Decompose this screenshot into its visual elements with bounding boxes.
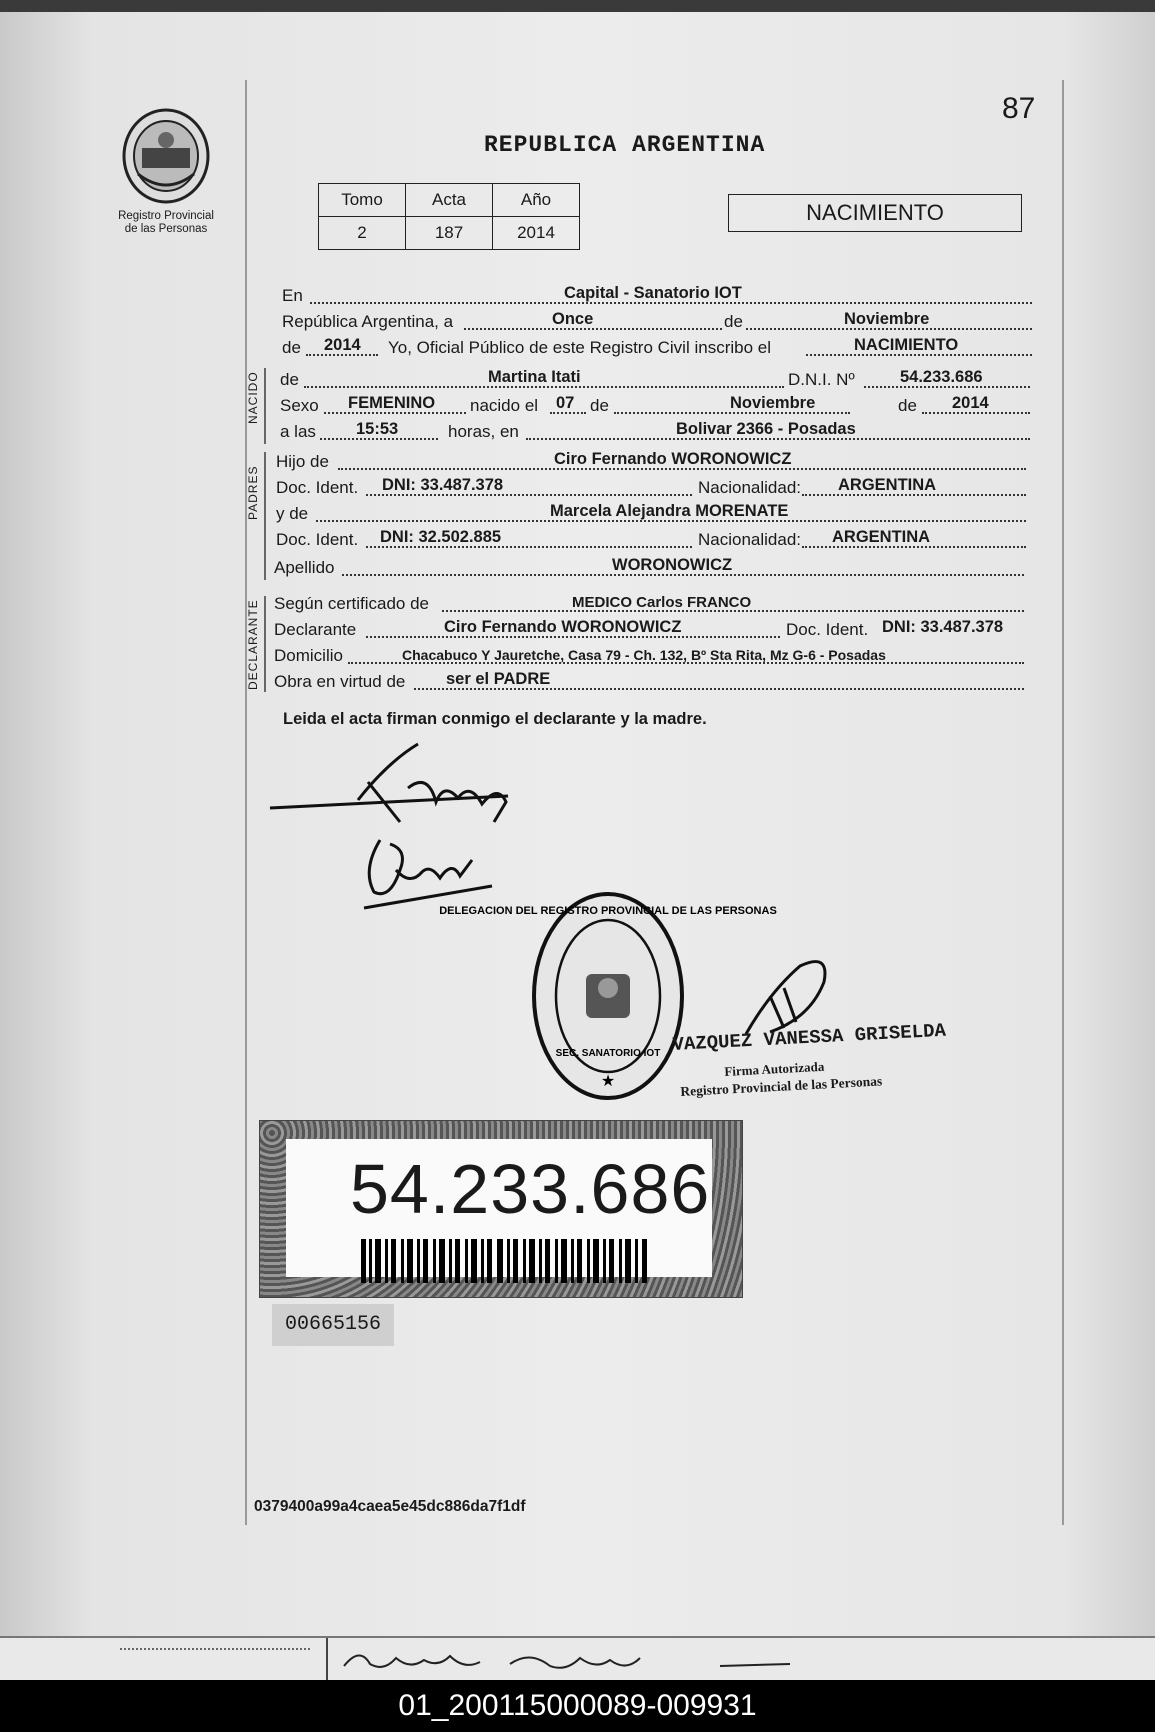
value-sexo: FEMENINO xyxy=(348,394,436,412)
value-nac2: ARGENTINA xyxy=(832,528,931,546)
line-republica xyxy=(282,308,1032,334)
label-nacido: nacido el xyxy=(470,396,539,415)
seal-inner-text: SEC. SANATORIO IOT xyxy=(555,1048,661,1059)
value-year: 2014 xyxy=(324,336,361,354)
closing-statement: Leida el acta firman conmigo el declarante y la madre. xyxy=(283,710,707,728)
act-type-box: NACIMIENTO xyxy=(728,194,1022,232)
value-birth-year: 2014 xyxy=(952,394,989,412)
value-hora: 15:53 xyxy=(356,420,399,438)
label-en: En xyxy=(282,286,303,305)
value-birth-month: Noviembre xyxy=(730,394,816,412)
side-label-padres: PADRES xyxy=(246,465,260,520)
value-day-words: Once xyxy=(552,310,594,328)
section-rule-nacido xyxy=(264,368,266,444)
table-header-acta: Acta xyxy=(406,184,493,217)
value-madre: Marcela Alejandra MORENATE xyxy=(550,502,789,520)
side-label-declarante: DECLARANTE xyxy=(246,599,260,690)
label-nac1: Nacionalidad: xyxy=(698,478,802,497)
value-domicilio: Chacabuco Y Jauretche, Casa 79 - Ch. 132, Bº Sta Rita, Mz G-6 - Posadas xyxy=(402,647,886,663)
label-doc1: Doc. Ident. xyxy=(276,478,359,497)
label-republica: República Argentina, a xyxy=(282,312,454,331)
line-certificado xyxy=(274,590,1024,616)
value-cert: MEDICO Carlos FRANCO xyxy=(572,594,752,611)
barcode-icon xyxy=(361,1239,649,1283)
value-dni: 54.233.686 xyxy=(900,368,983,386)
table-value-ano: 2014 xyxy=(493,217,580,250)
line-doc1 xyxy=(276,474,1026,500)
next-page-edge xyxy=(0,1636,1155,1682)
official-organization: Registro Provincial de las Personas xyxy=(680,1073,883,1099)
id-label-panel xyxy=(286,1139,712,1277)
table-value-acta: 187 xyxy=(406,217,493,250)
label-obra: Obra en virtud de xyxy=(274,672,406,691)
label-yde: y de xyxy=(276,504,309,523)
line-inscribo xyxy=(282,334,1032,360)
line-madre xyxy=(276,500,1026,526)
label-name: de xyxy=(280,370,299,389)
label-hora: a las xyxy=(280,422,316,441)
label-sexo: Sexo xyxy=(280,396,319,415)
official-name: VAZQUEZ VANESSA GRISELDA xyxy=(672,1019,947,1056)
label-doc2: Doc. Ident. xyxy=(276,530,359,549)
label-de-year-2: de xyxy=(898,396,917,415)
label-de-month: de xyxy=(590,396,609,415)
svg-text:★: ★ xyxy=(600,1071,616,1090)
table-value-tomo: 2 xyxy=(319,217,406,250)
declarant-signature-icon xyxy=(268,742,548,828)
table-header-tomo: Tomo xyxy=(319,184,406,217)
line-obra xyxy=(274,668,1024,694)
section-rule-declarante xyxy=(264,596,266,692)
label-declarante: Declarante xyxy=(274,620,357,639)
line-doc2 xyxy=(276,526,1026,552)
crest-emblem-icon xyxy=(118,106,214,206)
label-nac2: Nacionalidad: xyxy=(698,530,802,549)
top-edge xyxy=(0,0,1155,12)
value-declarante: Ciro Fernando WORONOWICZ xyxy=(444,618,682,636)
label-decl-doc: Doc. Ident. xyxy=(786,620,869,639)
file-identifier: 01_200115000089-009931 xyxy=(0,1680,1155,1732)
label-domicilio: Domicilio xyxy=(274,646,343,665)
crest-label-line-2: de las Personas xyxy=(124,223,208,235)
label-apellido: Apellido xyxy=(274,558,335,577)
value-decl-doc: DNI: 33.487.378 xyxy=(882,618,1004,636)
value-padre: Ciro Fernando WORONOWICZ xyxy=(554,450,792,468)
page-number: 87 xyxy=(1002,92,1036,125)
province-crest xyxy=(112,106,220,236)
value-doc2: DNI: 32.502.885 xyxy=(380,528,502,546)
side-label-nacido: NACIDO xyxy=(246,371,260,424)
line-sexo xyxy=(280,392,1030,418)
line-name xyxy=(280,366,1030,392)
record-table xyxy=(318,183,580,250)
line-en xyxy=(282,282,1032,308)
label-dni: D.N.I. Nº xyxy=(788,370,855,389)
value-apellido: WORONOWICZ xyxy=(612,556,733,574)
section-rule-padres xyxy=(264,452,266,580)
value-nac1: ARGENTINA xyxy=(838,476,937,494)
id-label xyxy=(259,1120,743,1298)
table-header-ano: Año xyxy=(493,184,580,217)
line-hijo xyxy=(276,448,1026,474)
value-obra: ser el PADRE xyxy=(446,670,551,688)
label-de: de xyxy=(724,312,743,331)
line-hora xyxy=(280,418,1030,444)
line-declarante xyxy=(274,616,1024,642)
label-horas: horas, en xyxy=(448,422,519,441)
document-title: REPUBLICA ARGENTINA xyxy=(484,132,766,158)
seal-text: DELEGACION DEL REGISTRO PROVINCIAL DE LAS PERSONAS xyxy=(439,905,777,917)
handwriting-fragment-icon xyxy=(340,1642,800,1678)
line-domicilio xyxy=(274,642,1024,668)
label-hijo: Hijo de xyxy=(276,452,329,471)
line-apellido xyxy=(274,554,1024,580)
official-role: Firma Autorizada xyxy=(724,1058,825,1079)
value-inscribo: NACIMIENTO xyxy=(854,336,959,354)
value-birth-day: 07 xyxy=(556,394,575,412)
value-doc1: DNI: 33.487.378 xyxy=(382,476,504,494)
id-label-number: 54.233.686 xyxy=(350,1150,711,1228)
serial-number: 00665156 xyxy=(272,1304,394,1346)
value-month: Noviembre xyxy=(844,310,930,328)
document-hash: 0379400a99a4caea5e45dc886da7f1df xyxy=(254,1498,526,1515)
mother-signature-icon xyxy=(360,830,500,910)
value-name: Martina Itati xyxy=(488,368,581,386)
crest-label-line-1: Registro Provincial xyxy=(118,210,214,222)
label-inscribo: Yo, Oficial Público de este Registro Civil inscribo el xyxy=(388,338,771,357)
value-en: Capital - Sanatorio IOT xyxy=(564,284,742,302)
value-lugar: Bolivar 2366 - Posadas xyxy=(676,420,856,438)
label-cert: Según certificado de xyxy=(274,594,429,613)
label-de-year: de xyxy=(282,338,301,357)
